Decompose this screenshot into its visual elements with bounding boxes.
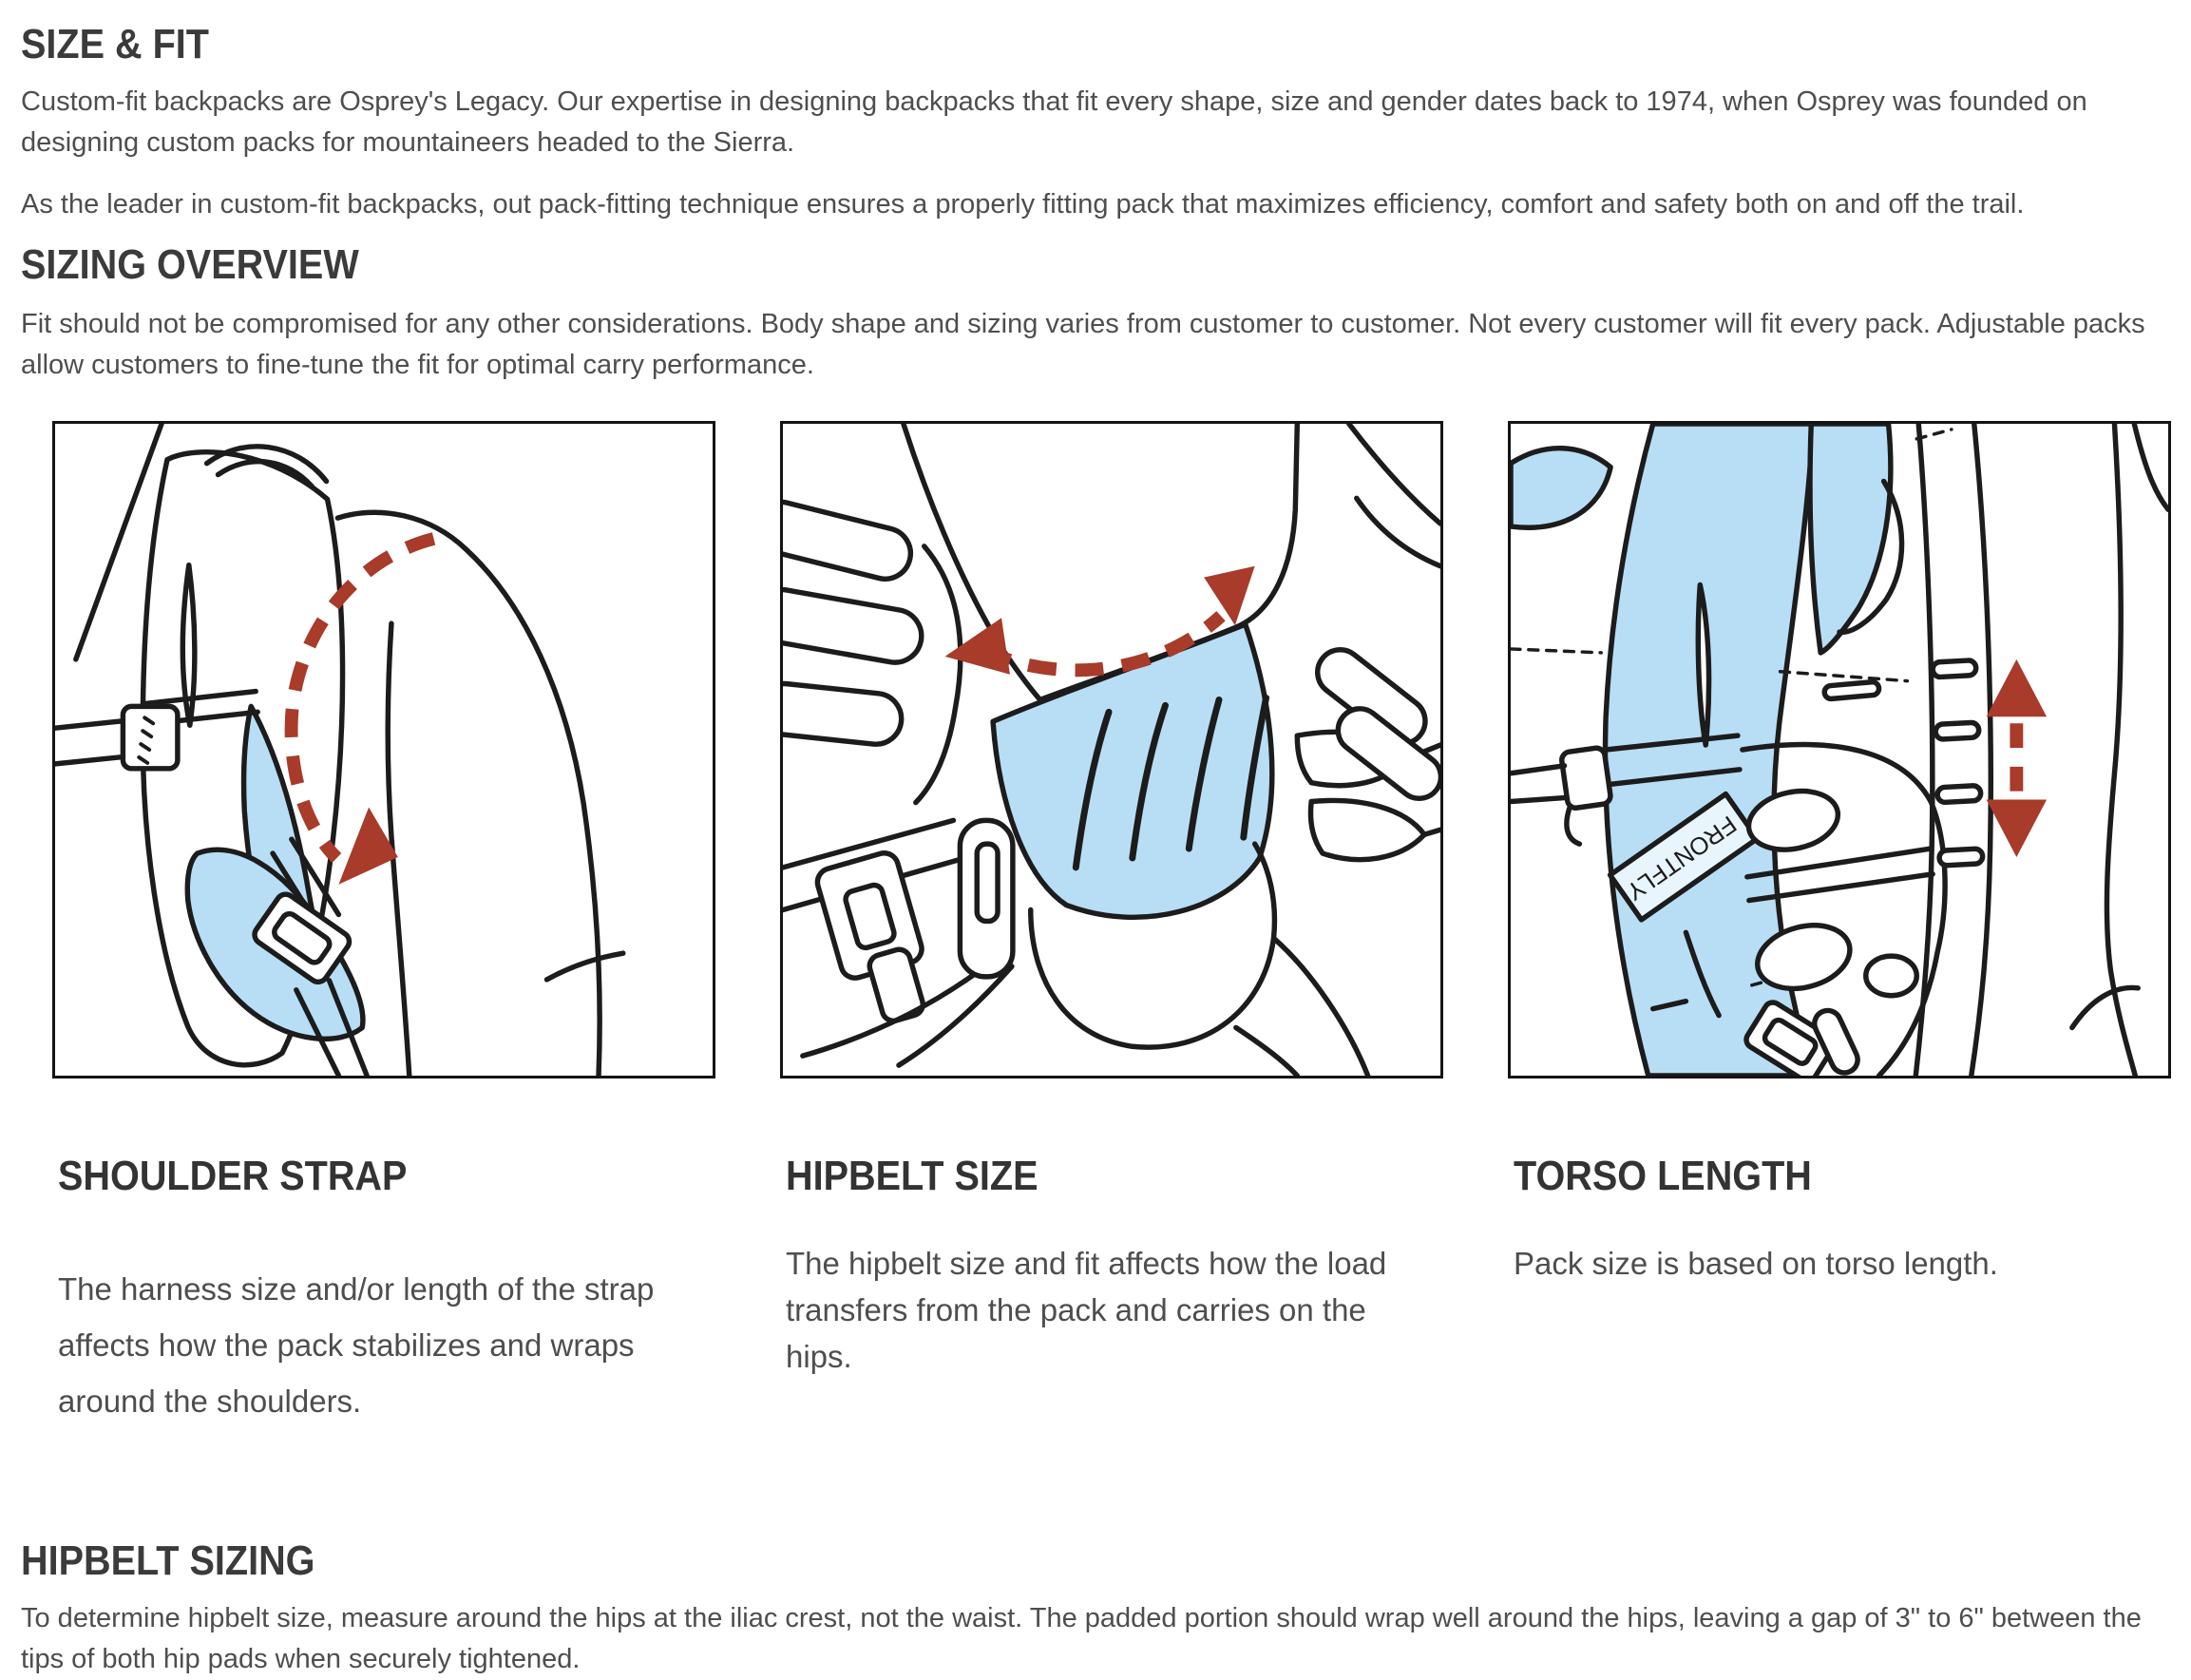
- hipbelt-size-illustration: [783, 424, 1440, 1076]
- torso-tag-text: FRONTFLY: [1621, 810, 1742, 906]
- feature-torso-length: [1508, 1079, 2171, 1429]
- sizing-overview-heading: SIZING OVERVIEW: [21, 241, 359, 288]
- sizing-overview-paragraph: Fit should not be compromised for any other considerations. Body shape and sizing varies from customer to customer. Not every customer will fit every pack. Adjustable packs allow customers to fine-tune the fit for optimal carry performance.: [21, 309, 2145, 380]
- torso-length-description: Pack size is based on torso length.: [1514, 1246, 1998, 1281]
- torso-length-title: TORSO LENGTH: [1514, 1153, 1812, 1199]
- torso-length-panel: [1508, 421, 2171, 1079]
- hipbelt-size-panel: [780, 421, 1443, 1079]
- size-fit-paragraph-legacy: Custom-fit backpacks are Osprey's Legacy. Our expertise in designing backpacks that fit every shape, size and gender dates back to 1974, when Osprey was founded on designing custom packs for mountaineers headed to the Sierra.: [21, 86, 2087, 158]
- shoulder-fit-arrow: [292, 539, 434, 858]
- shoulder-strap-illustration: [55, 424, 713, 1076]
- shoulder-strap-description: The harness size and/or length of the strap affects how the pack stabilizes and wraps around the shoulders.: [58, 1271, 655, 1419]
- illustration-panels: [52, 421, 2171, 1079]
- shoulder-strap-panel: [52, 421, 715, 1079]
- hipbelt-sizing-heading: HIPBELT SIZING: [21, 1537, 315, 1584]
- shoulder-strap-title: SHOULDER STRAP: [58, 1153, 408, 1199]
- torso-length-illustration: [1511, 424, 2168, 1076]
- torso-length-arrow: [1987, 659, 2047, 857]
- size-fit-heading: SIZE & FIT: [21, 21, 209, 67]
- feature-hipbelt-size: [780, 1079, 1443, 1429]
- hipbelt-size-description: The hipbelt size and fit affects how the load transfers from the pack and carries on the hips.: [786, 1246, 1387, 1374]
- size-fit-paragraph-leader: As the leader in custom-fit backpacks, out pack-fitting technique ensures a properly fitting pack that maximizes efficiency, comfort and safety both on and off the trail.: [21, 189, 2025, 220]
- feature-descriptions: [52, 1079, 2171, 1429]
- hipbelt-size-title: HIPBELT SIZE: [786, 1153, 1038, 1199]
- hipbelt-sizing-paragraph: To determine hipbelt size, measure around the hips at the iliac crest, not the waist. The padded portion should wrap well around the hips, leaving a gap of 3" to 6" between the tips of both hip pads when securely tightened.: [21, 1603, 2142, 1674]
- feature-shoulder-strap: [52, 1079, 715, 1429]
